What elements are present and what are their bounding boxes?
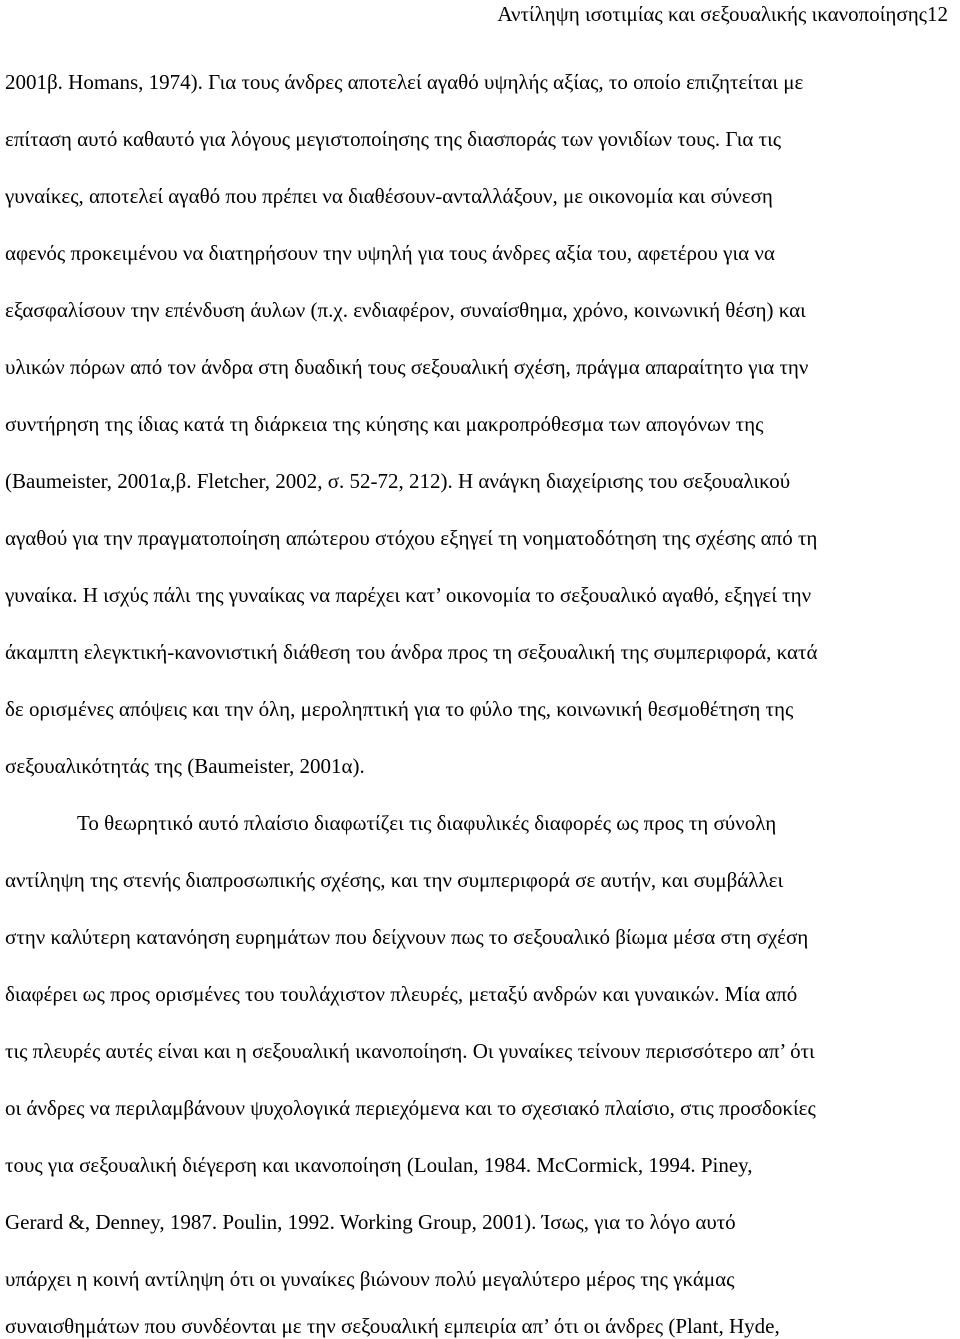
text-line: επίταση αυτό καθαυτό για λόγους μεγιστοποίησης της διασποράς των γονιδίων τους. Για τις (5, 127, 782, 151)
text-line: Gerard &, Denney, 1987. Poulin, 1992. Working Group, 2001). Ίσως, για το λόγο αυτό (5, 1210, 736, 1234)
running-header: Αντίληψη ισοτιμίας και σεξουαλικής ικανοποίησης12 (497, 2, 948, 26)
text-line: άκαμπτη ελεγκτική-κανονιστική διάθεση του άνδρα προς τη σεξουαλική της συμπεριφορά, κατά (5, 640, 818, 664)
text-line: 2001β. Homans, 1974). Για τους άνδρες αποτελεί αγαθό υψηλής αξίας, το οποίο επιζητείται με (5, 70, 804, 94)
text-line: αφενός προκειμένου να διατηρήσουν την υψηλή για τους άνδρες αξία του, αφετέρου για να (5, 241, 775, 265)
text-line: σεξουαλικότητάς της (Baumeister, 2001α). (5, 754, 365, 778)
text-line: υπάρχει η κοινή αντίληψη ότι οι γυναίκες βιώνουν πολύ μεγαλύτερο μέρος της γκάμας (5, 1267, 735, 1291)
text-line: αντίληψη της στενής διαπροσωπικής σχέσης, και την συμπεριφορά σε αυτήν, και συμβάλλει (5, 868, 784, 892)
text-line: αγαθού για την πραγματοποίηση απώτερου στόχου εξηγεί τη νοηματοδότηση της σχέσης από τη (5, 526, 818, 550)
text-line: γυναίκες, αποτελεί αγαθό που πρέπει να διαθέσουν-ανταλλάξουν, με οικονομία και σύνεση (5, 184, 773, 208)
text-line: τις πλευρές αυτές είναι και η σεξουαλική ικανοποίηση. Οι γυναίκες τείνουν περισσότερο απ’ ότι (5, 1039, 815, 1063)
text-line: στην καλύτερη κατανόηση ευρημάτων που δείχνουν πως το σεξουαλικό βίωμα μέσα στη σχέση (5, 925, 809, 949)
text-line: υλικών πόρων από τον άνδρα στη δυαδική τους σεξουαλική σχέση, πράγμα απαραίτητο για την (5, 355, 809, 379)
text-line: δε ορισμένες απόψεις και την όλη, μεροληπτική για το φύλο της, κοινωνική θεσμοθέτηση της (5, 697, 794, 721)
paragraph-first-line: Το θεωρητικό αυτό πλαίσιο διαφωτίζει τις διαφυλικές διαφορές ως προς τη σύνολη (77, 811, 777, 835)
text-line: συναισθημάτων που συνδέονται με την σεξουαλική εμπειρία απ’ ότι οι άνδρες (Plant, Hyde, (5, 1314, 780, 1338)
text-line: οι άνδρες να περιλαμβάνουν ψυχολογικά περιεχόμενα και το σχεσιακό πλαίσιο, στις προσδοκίες (5, 1096, 816, 1120)
text-line: διαφέρει ως προς ορισμένες του τουλάχιστον πλευρές, μεταξύ ανδρών και γυναικών. Μία από (5, 982, 798, 1006)
text-line: (Baumeister, 2001α,β. Fletcher, 2002, σ. 52-72, 212). Η ανάγκη διαχείρισης του σεξουαλικού (5, 469, 791, 493)
text-line: τους για σεξουαλική διέγερση και ικανοποίηση (Loulan, 1984. McCormick, 1994. Piney, (5, 1153, 753, 1177)
text-line: εξασφαλίσουν την επένδυση άυλων (π.χ. ενδιαφέρον, συναίσθημα, χρόνο, κοινωνική θέση) και (5, 298, 806, 322)
text-line: γυναίκα. Η ισχύς πάλι της γυναίκας να παρέχει κατ’ οικονομία το σεξουαλικό αγαθό, εξηγεί την (5, 583, 812, 607)
text-line: συντήρηση της ίδιας κατά τη διάρκεια της κύησης και μακροπρόθεσμα των απογόνων της (5, 412, 764, 436)
